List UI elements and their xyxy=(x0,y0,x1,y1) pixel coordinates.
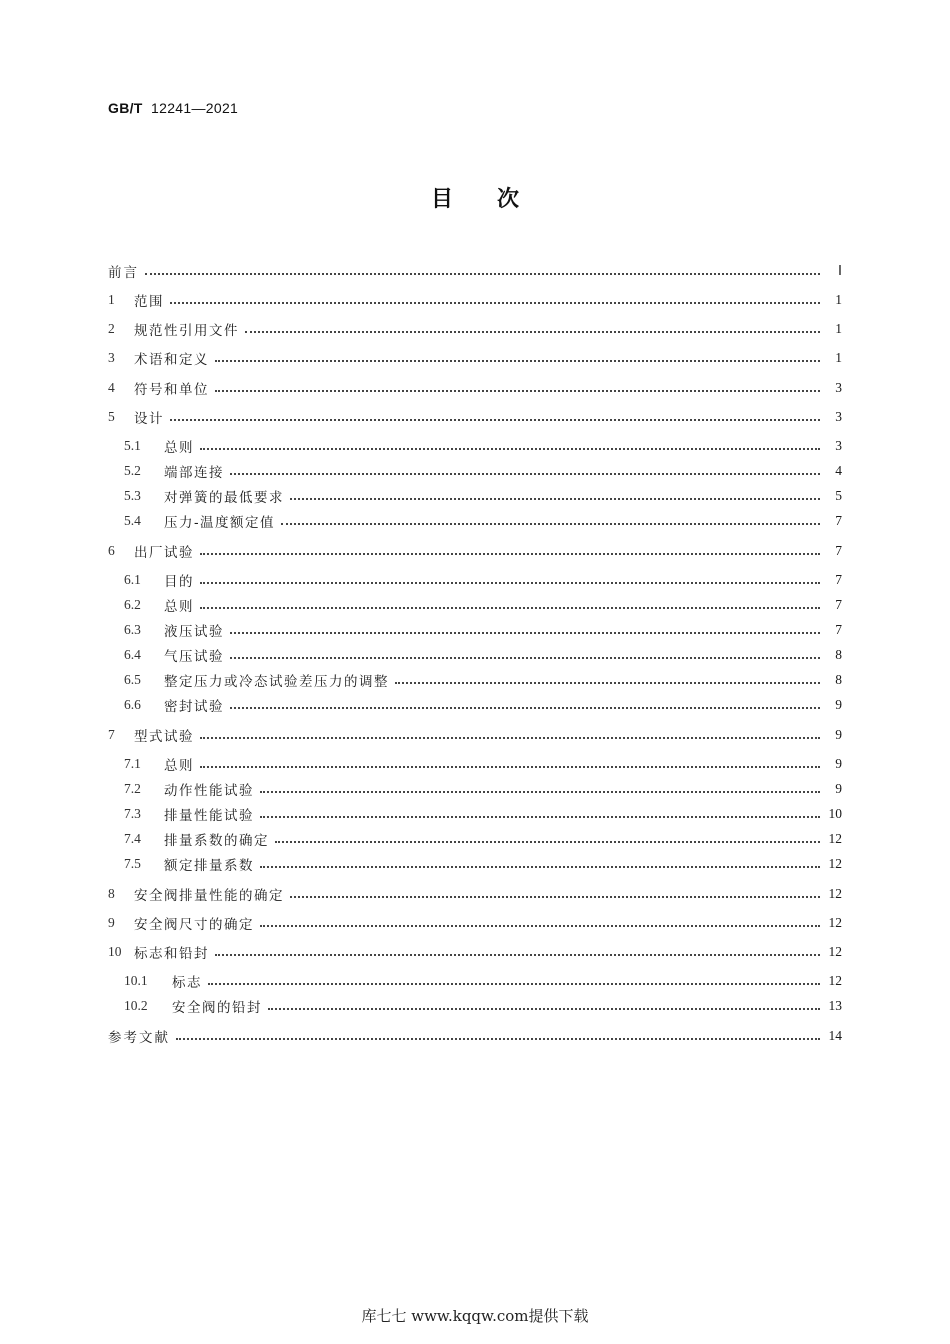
toc-entry-page: 1 xyxy=(835,350,842,365)
toc-dot-leader xyxy=(200,568,820,584)
toc-entry-title: 参考文献 xyxy=(108,1030,170,1046)
toc-entry-page: 13 xyxy=(828,998,842,1013)
toc-entry[interactable] xyxy=(108,882,842,906)
toc-entry-title: 安全阀的铅封 xyxy=(172,1000,262,1016)
toc-entry-number: 7.3 xyxy=(124,806,141,821)
toc-entry-title: 动作性能试验 xyxy=(164,783,254,799)
toc-entry-title: 设计 xyxy=(134,411,164,427)
toc-entry-page: 1 xyxy=(835,321,842,336)
toc-entry[interactable] xyxy=(108,940,842,964)
toc-entry[interactable] xyxy=(124,668,842,692)
toc-dot-leader xyxy=(260,911,820,927)
toc-entry-title: 密封试验 xyxy=(164,699,224,715)
toc-entry-number: 7.5 xyxy=(124,856,141,871)
toc-entry[interactable] xyxy=(108,317,842,341)
toc-entry-number: 7.2 xyxy=(124,781,141,796)
toc-dot-leader xyxy=(260,777,820,793)
standard-prefix: GB/T xyxy=(108,100,143,116)
toc-entry-title: 型式试验 xyxy=(134,729,194,745)
toc-entry-title: 气压试验 xyxy=(164,649,224,665)
toc-entry-title: 安全阀尺寸的确定 xyxy=(134,917,254,933)
toc-entry-page: 7 xyxy=(835,513,842,528)
toc-entry[interactable] xyxy=(108,259,842,283)
toc-entry[interactable] xyxy=(124,827,842,851)
toc-entry-title: 对弹簧的最低要求 xyxy=(164,490,284,506)
toc-dot-leader xyxy=(260,852,820,868)
toc-entry-title: 总则 xyxy=(164,440,194,456)
toc-entry-page: 4 xyxy=(835,463,842,478)
toc-entry-number: 7.1 xyxy=(124,756,141,771)
toc-entry-number: 6 xyxy=(108,543,115,558)
toc-entry-page: 3 xyxy=(835,380,842,395)
toc-dot-leader xyxy=(230,643,820,659)
toc-entry-title: 排量系数的确定 xyxy=(164,833,269,849)
toc-dot-leader xyxy=(170,405,820,421)
toc-entry-page: 9 xyxy=(835,756,842,771)
toc-entry-number: 5.3 xyxy=(124,488,141,503)
toc-entry-page: 12 xyxy=(828,944,842,959)
toc-entry[interactable] xyxy=(124,593,842,617)
toc-dot-leader xyxy=(260,802,820,818)
toc-entry-number: 10.2 xyxy=(124,998,148,1013)
toc-dot-leader xyxy=(230,618,820,634)
toc-dot-leader xyxy=(395,668,820,684)
toc-entry[interactable] xyxy=(124,802,842,826)
toc-entry-title: 总则 xyxy=(164,758,194,774)
toc-entry[interactable] xyxy=(108,346,842,370)
toc-entry[interactable] xyxy=(108,911,842,935)
toc-entry-page: 12 xyxy=(828,831,842,846)
toc-entry-number: 2 xyxy=(108,321,115,336)
toc-entry[interactable] xyxy=(124,969,842,993)
toc-entry-number: 5 xyxy=(108,409,115,424)
toc-entry-page: 12 xyxy=(828,973,842,988)
toc-entry-number: 6.4 xyxy=(124,647,141,662)
toc-entry[interactable] xyxy=(124,434,842,458)
toc-entry-title: 压力-温度额定值 xyxy=(164,515,276,531)
toc-entry-title: 符号和单位 xyxy=(134,382,209,398)
toc-entry-number: 10.1 xyxy=(124,973,148,988)
toc-entry-title: 总则 xyxy=(164,599,194,615)
toc-entry-title: 安全阀排量性能的确定 xyxy=(134,888,284,904)
toc-entry-page: 3 xyxy=(835,438,842,453)
toc-entry-number: 8 xyxy=(108,886,115,901)
toc-dot-leader xyxy=(245,317,820,333)
toc-entry-number: 6.2 xyxy=(124,597,141,612)
toc-entry[interactable] xyxy=(124,994,842,1018)
toc-dot-leader xyxy=(215,940,820,956)
toc-entry-page: 9 xyxy=(835,697,842,712)
toc-entry-page: 14 xyxy=(828,1028,842,1043)
toc-entry-title: 排量性能试验 xyxy=(164,808,254,824)
toc-entry-page: 12 xyxy=(828,915,842,930)
toc-entry-page: 8 xyxy=(835,647,842,662)
toc-entry[interactable] xyxy=(108,539,842,563)
toc-entry-number: 10 xyxy=(108,944,122,959)
toc-entry-page: Ⅰ xyxy=(838,263,842,278)
toc-entry-title: 整定压力或冷态试验差压力的调整 xyxy=(164,674,389,690)
toc-dot-leader xyxy=(215,346,820,362)
toc-entry-number: 6.1 xyxy=(124,572,141,587)
toc-entry-number: 5.1 xyxy=(124,438,141,453)
toc-dot-leader xyxy=(215,376,820,392)
standard-code xyxy=(108,100,238,116)
toc-entry-page: 9 xyxy=(835,781,842,796)
toc-entry-page: 1 xyxy=(835,292,842,307)
footer-watermark: 库七七 www.kqqw.com提供下载 xyxy=(361,1307,589,1325)
toc-entry-title: 端部连接 xyxy=(164,465,224,481)
toc-entry[interactable] xyxy=(108,376,842,400)
toc-dot-leader xyxy=(145,259,820,275)
toc-entry-page: 8 xyxy=(835,672,842,687)
toc-entry-number: 9 xyxy=(108,915,115,930)
toc-entry-number: 6.5 xyxy=(124,672,141,687)
standard-number: 12241—2021 xyxy=(151,100,239,116)
toc-entry-page: 12 xyxy=(828,886,842,901)
toc-entry-page: 7 xyxy=(835,572,842,587)
toc-dot-leader xyxy=(200,434,820,450)
toc-entry-title: 规范性引用文件 xyxy=(134,323,239,339)
toc-entry-title: 标志 xyxy=(172,975,202,991)
toc-entry[interactable] xyxy=(108,1024,842,1048)
toc-entry-number: 6.3 xyxy=(124,622,141,637)
toc-entry[interactable] xyxy=(108,723,842,747)
toc-entry[interactable] xyxy=(124,618,842,642)
toc-entry[interactable] xyxy=(124,484,842,508)
toc-entry-page: 5 xyxy=(835,488,842,503)
toc-dot-leader xyxy=(275,827,820,843)
toc-dot-leader xyxy=(200,593,820,609)
toc-entry[interactable] xyxy=(124,693,842,717)
toc-entry[interactable] xyxy=(108,288,842,312)
toc-entry-number: 6.6 xyxy=(124,697,141,712)
toc-dot-leader xyxy=(230,693,820,709)
toc-entry-page: 9 xyxy=(835,727,842,742)
toc-entry-number: 4 xyxy=(108,380,115,395)
toc-entry-title: 额定排量系数 xyxy=(164,858,254,874)
toc-entry[interactable] xyxy=(124,852,842,876)
page-title: 目次 xyxy=(430,187,563,212)
toc-entry[interactable] xyxy=(124,777,842,801)
toc-entry[interactable] xyxy=(124,509,842,533)
toc-dot-leader xyxy=(268,994,820,1010)
toc-entry-page: 10 xyxy=(828,806,842,821)
toc-entry-number: 1 xyxy=(108,292,115,307)
toc-dot-leader xyxy=(170,288,820,304)
toc-entry-number: 5.2 xyxy=(124,463,141,478)
toc-entry[interactable] xyxy=(124,459,842,483)
toc-entry-title: 目的 xyxy=(164,574,194,590)
toc-entry-number: 5.4 xyxy=(124,513,141,528)
toc-dot-leader xyxy=(281,509,820,525)
toc-entry-page: 7 xyxy=(835,622,842,637)
toc-dot-leader xyxy=(200,752,820,768)
toc-entry[interactable] xyxy=(124,752,842,776)
toc-dot-leader xyxy=(290,882,820,898)
toc-dot-leader xyxy=(290,484,820,500)
toc-entry[interactable] xyxy=(124,568,842,592)
toc-entry-title: 范围 xyxy=(134,294,164,310)
toc-entry-number: 7 xyxy=(108,727,115,742)
toc-entry-page: 7 xyxy=(835,597,842,612)
toc-entry-title: 液压试验 xyxy=(164,624,224,640)
toc-dot-leader xyxy=(208,969,820,985)
toc-entry-page: 7 xyxy=(835,543,842,558)
toc-entry-page: 3 xyxy=(835,409,842,424)
toc-entry-number: 3 xyxy=(108,350,115,365)
toc-entry[interactable] xyxy=(108,405,842,429)
toc-dot-leader xyxy=(176,1024,820,1040)
toc-dot-leader xyxy=(200,539,820,555)
toc-entry-title: 出厂试验 xyxy=(134,545,194,561)
toc-entry-page: 12 xyxy=(828,856,842,871)
toc-dot-leader xyxy=(230,459,820,475)
toc-entry-number: 7.4 xyxy=(124,831,141,846)
toc-entry-title: 标志和铅封 xyxy=(134,946,209,962)
toc-entry-title: 前言 xyxy=(108,265,139,281)
toc-entry-title: 术语和定义 xyxy=(134,352,209,368)
toc-entry[interactable] xyxy=(124,643,842,667)
toc-dot-leader xyxy=(200,723,820,739)
